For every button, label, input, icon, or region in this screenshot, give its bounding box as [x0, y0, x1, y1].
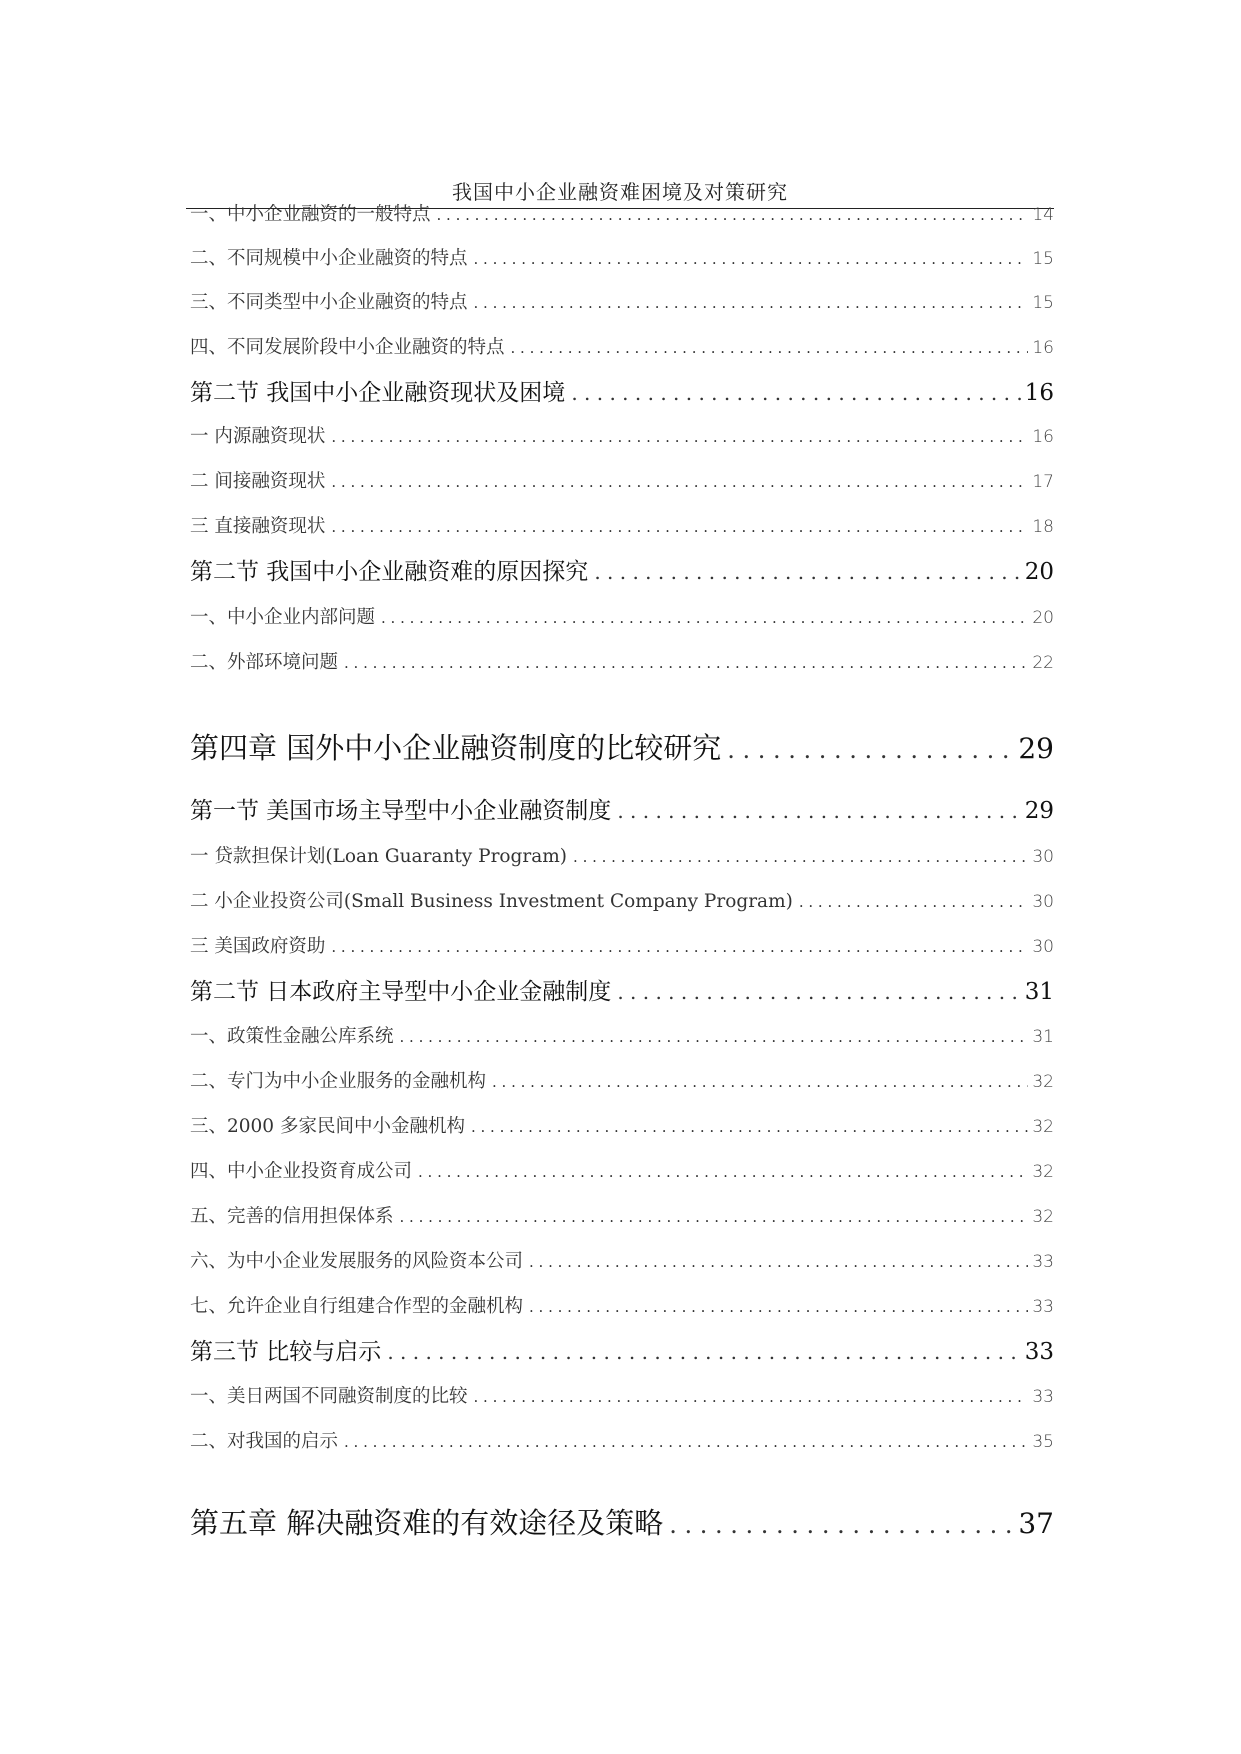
toc-entry-page: 33	[1032, 1387, 1054, 1407]
toc-leader-dots	[437, 206, 1029, 224]
toc-entry-page: 32	[1032, 1207, 1054, 1227]
toc-entry-page: 30	[1032, 892, 1054, 912]
toc-section-entry[interactable]	[190, 374, 1054, 407]
toc-entry[interactable]	[190, 1382, 1054, 1408]
toc-entry-label: 六、为中小企业发展服务的风险资本公司	[190, 1251, 524, 1272]
toc-entry[interactable]	[190, 333, 1054, 359]
toc-entry[interactable]	[190, 1067, 1054, 1093]
toc-entry-label: 二、外部环境问题	[190, 652, 339, 673]
toc-leader-dots	[617, 799, 1020, 823]
toc-leader-dots	[400, 1028, 1029, 1046]
toc-entry-page: 30	[1032, 937, 1054, 957]
toc-section-entry[interactable]	[190, 1333, 1054, 1366]
toc-entry[interactable]	[190, 467, 1054, 493]
toc-entry-page: 16	[1024, 380, 1054, 406]
toc-section-entry[interactable]	[190, 973, 1054, 1006]
toc-leader-dots	[573, 848, 1028, 866]
toc-entry-label: 二 间接融资现状	[190, 471, 326, 492]
toc-entry-label: 第二节 我国中小企业融资现状及困境	[190, 380, 566, 406]
toc-entry-label: 四、不同发展阶段中小企业融资的特点	[190, 337, 505, 358]
toc-entry[interactable]	[190, 200, 1054, 226]
toc-entry[interactable]	[190, 244, 1054, 270]
toc-leader-dots	[418, 1163, 1028, 1181]
toc-entry-label: 一 内源融资现状	[190, 426, 326, 447]
toc-leader-dots	[331, 473, 1028, 491]
toc-entry-label: 五、完善的信用担保体系	[190, 1206, 394, 1227]
toc-entry[interactable]	[190, 1247, 1054, 1273]
toc-entry-page: 30	[1032, 847, 1054, 867]
toc-chapter-entry[interactable]	[190, 1501, 1054, 1542]
toc-leader-dots	[344, 1433, 1028, 1451]
toc-entry-page: 14	[1032, 205, 1054, 225]
toc-entry-label: 二 小企业投资公司(Small Business Investment Company Program)	[190, 891, 793, 912]
toc-leader-dots	[529, 1298, 1028, 1316]
toc-entry-page: 37	[1018, 1507, 1054, 1540]
toc-entry-label: 三 直接融资现状	[190, 516, 326, 537]
toc-section-entry[interactable]	[190, 792, 1054, 825]
toc-entry-label: 三 美国政府资助	[190, 936, 326, 957]
toc-entry[interactable]	[190, 1292, 1054, 1318]
toc-entry-label: 一 贷款担保计划(Loan Guaranty Program)	[190, 846, 568, 867]
toc-entry-page: 33	[1032, 1252, 1054, 1272]
toc-entry-label: 第四章 国外中小企业融资制度的比较研究	[190, 731, 722, 765]
toc-entry-page: 29	[1024, 798, 1054, 824]
toc-entry-page: 16	[1032, 338, 1054, 358]
toc-leader-dots	[471, 1118, 1028, 1136]
toc-leader-dots	[387, 1340, 1020, 1364]
toc-entry[interactable]	[190, 1022, 1054, 1048]
toc-entry[interactable]	[190, 648, 1054, 674]
toc-leader-dots	[594, 560, 1020, 584]
toc-entry-page: 31	[1024, 979, 1054, 1005]
toc-leader-dots	[474, 294, 1029, 312]
toc-leader-dots	[400, 1208, 1029, 1226]
toc-entry-label: 三、不同类型中小企业融资的特点	[190, 292, 468, 313]
toc-chapter-entry[interactable]	[190, 726, 1054, 767]
toc-entry-page: 20	[1032, 608, 1054, 628]
toc-entry-page: 32	[1032, 1162, 1054, 1182]
toc-leader-dots	[727, 736, 1014, 764]
toc-entry-label: 二、对我国的启示	[190, 1431, 339, 1452]
toc-entry[interactable]	[190, 887, 1054, 913]
toc-entry-label: 一、中小企业融资的一般特点	[190, 204, 431, 225]
toc-entry[interactable]	[190, 1202, 1054, 1228]
toc-entry[interactable]	[190, 842, 1054, 868]
toc-entry-page: 29	[1018, 732, 1054, 765]
toc-entry-page: 35	[1032, 1432, 1054, 1452]
toc-entry-label: 二、专门为中小企业服务的金融机构	[190, 1071, 487, 1092]
toc-entry-label: 第二节 日本政府主导型中小企业金融制度	[190, 979, 612, 1005]
toc-entry-page: 33	[1032, 1297, 1054, 1317]
toc-leader-dots	[617, 980, 1020, 1004]
toc-entry[interactable]	[190, 422, 1054, 448]
toc-leader-dots	[529, 1253, 1028, 1271]
toc-entry-label: 一、美日两国不同融资制度的比较	[190, 1386, 468, 1407]
toc-entry-page: 16	[1032, 427, 1054, 447]
toc-leader-dots	[474, 250, 1029, 268]
toc-entry-page: 20	[1024, 559, 1054, 585]
toc-leader-dots	[799, 893, 1029, 911]
toc-leader-dots	[331, 428, 1028, 446]
page-header-title: 我国中小企业融资难困境及对策研究	[452, 180, 788, 204]
toc-section-entry[interactable]	[190, 553, 1054, 586]
toc-entry-label: 七、允许企业自行组建合作型的金融机构	[190, 1296, 524, 1317]
toc-entry-label: 第三节 比较与启示	[190, 1339, 382, 1365]
toc-entry-label: 一、中小企业内部问题	[190, 607, 376, 628]
toc-entry-page: 18	[1032, 517, 1054, 537]
toc-leader-dots	[669, 1511, 1014, 1539]
toc-entry-label: 第二节 我国中小企业融资难的原因探究	[190, 559, 589, 585]
toc-leader-dots	[571, 381, 1020, 405]
toc-leader-dots	[511, 339, 1029, 357]
toc-entry-page: 32	[1032, 1117, 1054, 1137]
toc-leader-dots	[331, 518, 1028, 536]
toc-leader-dots	[474, 1388, 1029, 1406]
toc-entry-page: 15	[1032, 249, 1054, 269]
toc-entry[interactable]	[190, 603, 1054, 629]
toc-entry-page: 15	[1032, 293, 1054, 313]
toc-entry-label: 三、2000 多家民间中小金融机构	[190, 1116, 465, 1137]
toc-entry[interactable]	[190, 288, 1054, 314]
toc-leader-dots	[344, 654, 1028, 672]
toc-entry-page: 31	[1032, 1027, 1054, 1047]
toc-leader-dots	[492, 1073, 1028, 1091]
toc-entry-label: 第一节 美国市场主导型中小企业融资制度	[190, 798, 612, 824]
toc-entry[interactable]	[190, 1427, 1054, 1453]
toc-entry-label: 第五章 解决融资难的有效途径及策略	[190, 1506, 664, 1540]
toc-leader-dots	[381, 609, 1028, 627]
toc-entry[interactable]	[190, 932, 1054, 958]
toc-entry[interactable]	[190, 1112, 1054, 1138]
toc-entry[interactable]	[190, 512, 1054, 538]
toc-entry-page: 32	[1032, 1072, 1054, 1092]
toc-entry[interactable]	[190, 1157, 1054, 1183]
toc-entry-label: 二、不同规模中小企业融资的特点	[190, 248, 468, 269]
toc-leader-dots	[331, 938, 1028, 956]
toc-entry-page: 22	[1032, 653, 1054, 673]
toc-entry-page: 33	[1024, 1339, 1054, 1365]
toc-entry-page: 17	[1032, 472, 1054, 492]
toc-entry-label: 四、中小企业投资育成公司	[190, 1161, 413, 1182]
toc-entry-label: 一、政策性金融公库系统	[190, 1026, 394, 1047]
